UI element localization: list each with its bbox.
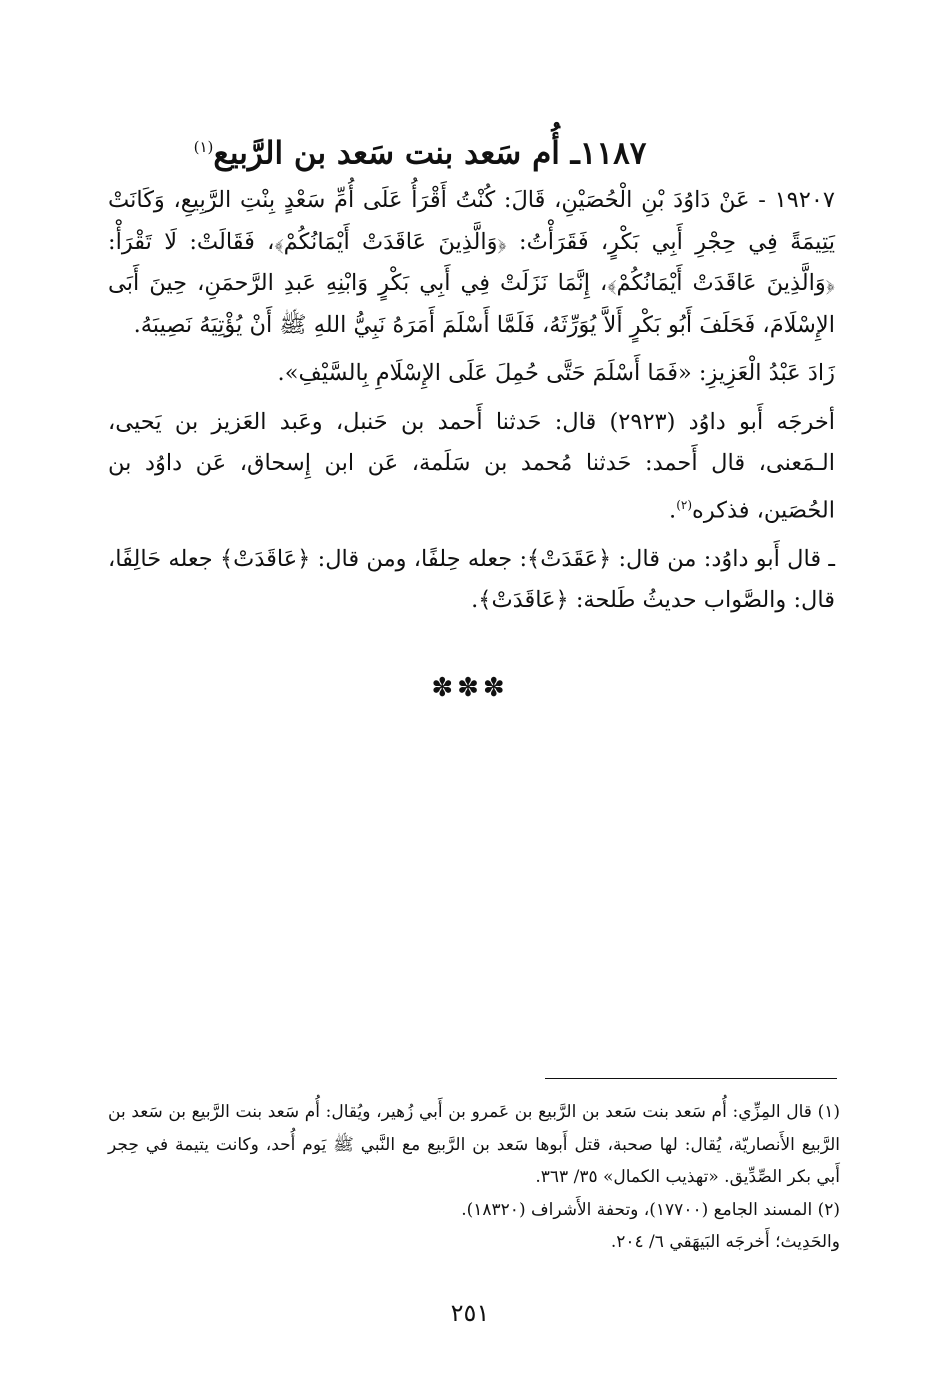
hadith-paragraph: ١٩٢٠٧ - عَنْ دَاوُدَ بْنِ الْحُصَيْنِ، قَالَ: كُنْتُ أَقْرَأُ عَلَى أُمِّ سَعْدٍ بِنْتِ الرَّبِيعِ، وَكَانَتْ يَتِيمَةً فِي حِجْرِ أَبِي بَكْرٍ، فَقَرَأْتُ: ﴿وَالَّذِينَ عَاقَدَتْ أَيْمَانُكُمْ﴾، فَقَالَتْ: لَا تَقْرَأْ: ﴿وَالَّذِينَ عَاقَدَتْ أَيْمَانُكُمْ﴾، إِنَّمَا نَزَلَتْ فِي أَبِي بَكْرٍ وَابْنِهِ عَبدِ الرَّحمَنِ، حِينَ أَبَى الإِسْلَامَ، فَحَلَفَ أَبُو بَكْرٍ أَلاَّ يُوَرِّثَهُ، فَلَمَّا أَسْلَمَ أَمَرَهُ نَبِيُّ اللهِ ﷺ أَنْ يُؤْتِيَهُ نَصِيبَهُ. (108, 187, 835, 338)
page-number: ٢٥١ (450, 1299, 490, 1327)
takhrij-end: . (669, 497, 677, 523)
section-separator: ✽✽✽ (431, 673, 509, 703)
takhrij-footnote-marker: (٢) (676, 497, 693, 512)
chapter-title (110, 125, 730, 175)
footnote-2: (٢) المسند الجامع (١٧٧٠٠)، وتحفة الأَشراف (١٨٣٢٠). (461, 1199, 840, 1220)
takhrij-paragraph (108, 402, 835, 532)
chapter-number: ١١٨٧ـ (570, 135, 647, 172)
footnote-2-continuation: والحَدِيث؛ أَخرجَه البَيهَقي ٦/ ٢٠٤. (610, 1232, 840, 1252)
abu-dawud-note: ـ قال أَبو داوُد: من قال: ﴿عَقَدَتْ﴾: جعله حِلفًا، ومن قال: ﴿عَاقَدَتْ﴾ جعله حَالِفًا، قال: والصَّواب حديثُ طَلحة: ﴿عَاقَدَتْ﴾. (108, 545, 835, 613)
hadith-addition: زَادَ عَبْدُ الْعَزِيزِ: «فَمَا أَسْلَمَ حَتَّى حُمِلَ عَلَى الإِسْلَامِ بِالسَّيْفِ». (277, 360, 835, 386)
chapter-name: أُم سَعد بنت سَعد بن الرَّبيع (213, 135, 560, 172)
footnote-1: (١) قال المِزِّي: أُم سَعد بنت سَعد بن الرَّبيع بن عَمرو بن أَبي زُهير، ويُقال: أُم سَعد بنت الرَّبيع بن سَعد بن الرَّبيع الأَنصاريّة، يُقال: لها صحبة، قتل أَبوها سَعد بن الرَّبيع مع النَّبي ﷺ يَوم أُحد، وكانت يتيمة في حِجر أَبي بكر الصِّدِّيق. «تهذيب الكمال» ٣٥/ ٣٦٣. (108, 1102, 840, 1187)
footnote-rule (545, 1078, 837, 1079)
footnotes (108, 1096, 840, 1259)
title-footnote-marker: (١) (193, 137, 214, 156)
takhrij-text: أخرجَه أَبو داوُد (٢٩٢٣) قال: حَدثنا أَحمد بن حَنبل، وعَبد العَزيز بن يَحيى، الـمَعنى، قال أَحمد: حَدثنا مُحمد بن سَلَمة، عَن ابن إِسحاق، عَن داوُد بن الحُصَين، فذكره (108, 408, 835, 523)
main-text (108, 180, 835, 622)
